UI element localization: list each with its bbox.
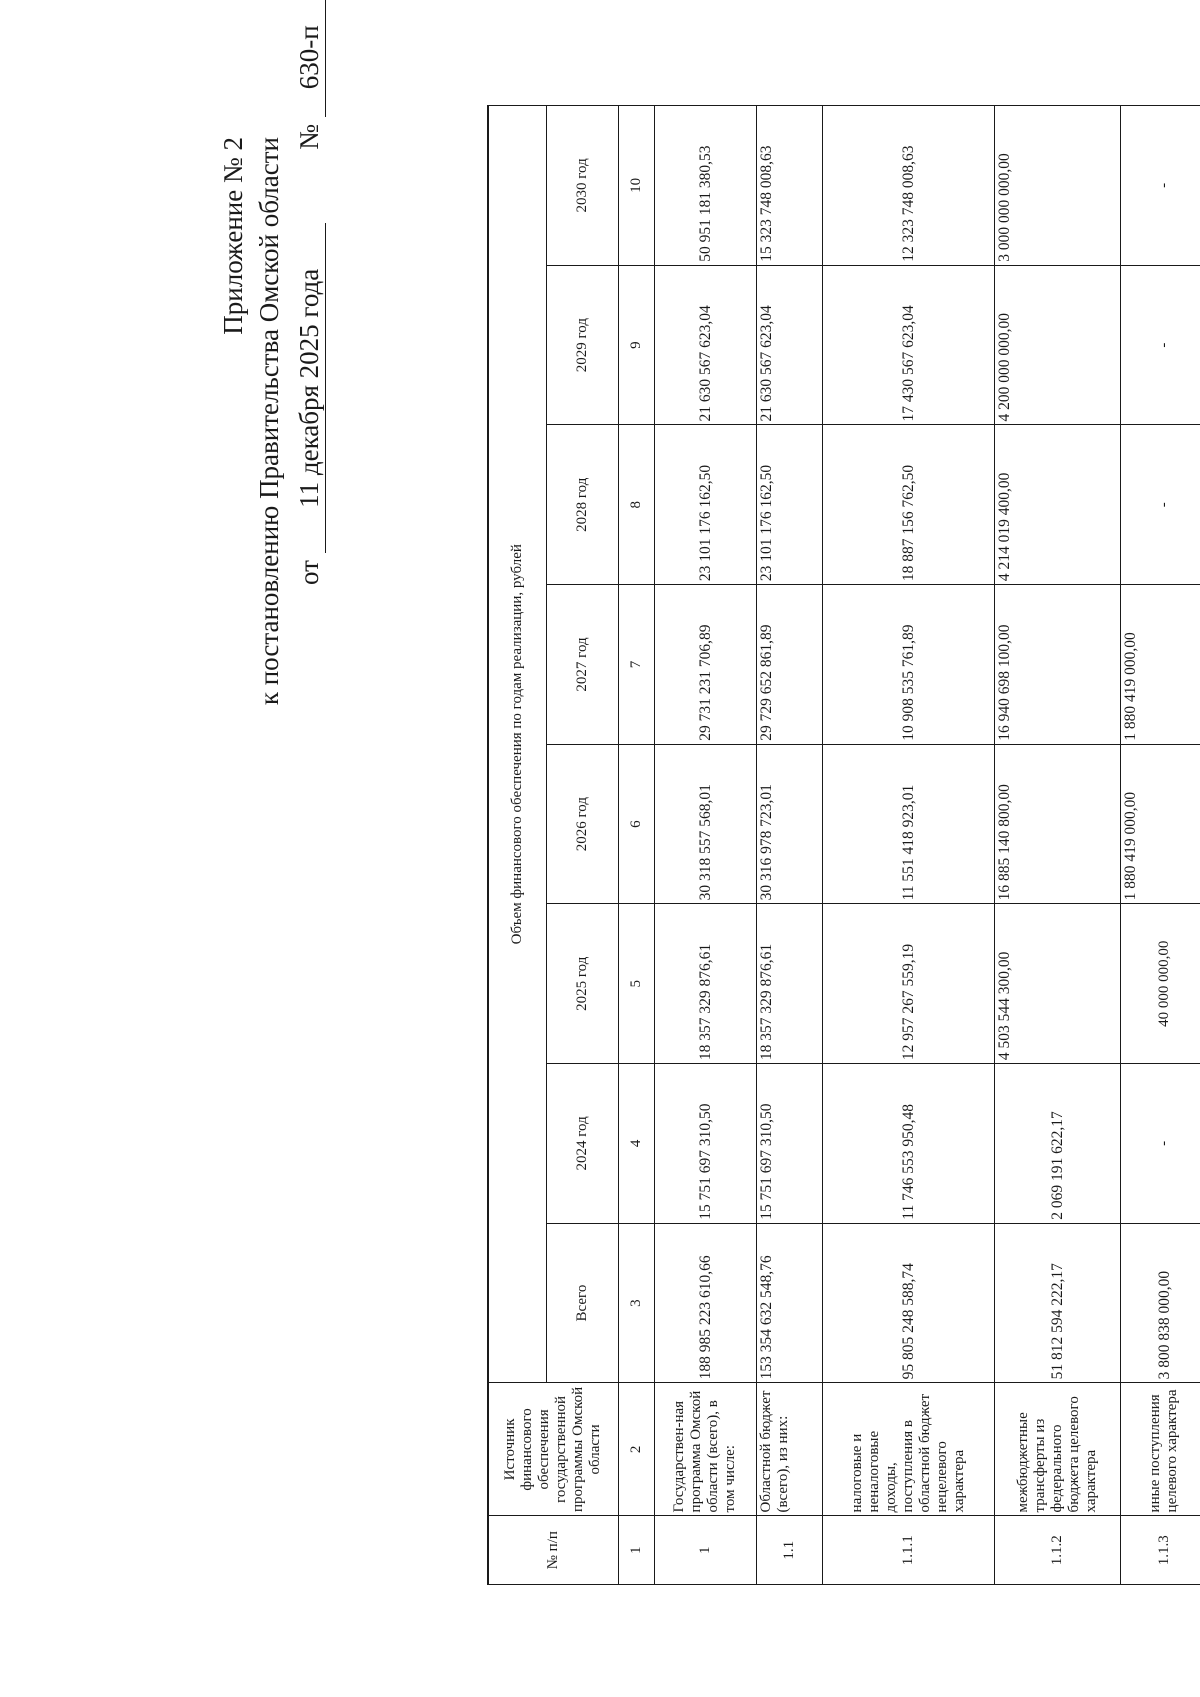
table-row (1120, 106, 1200, 1585)
row-value: 11 746 553 950,48 (822, 1064, 994, 1224)
index-cell: 9 (618, 265, 654, 425)
row-value: 16 940 698 100,00 (994, 585, 1120, 745)
row-value: 1 880 419 000,00 (1120, 585, 1200, 745)
header-year: 2025 год (546, 904, 618, 1064)
header-year: 2030 год (546, 106, 618, 266)
resolution-reference: к постановлению Правительства Омской области (254, 137, 284, 706)
row-value: 3 000 000 000,00 (994, 106, 1120, 266)
row-total: 95 805 248 588,74 (822, 1223, 994, 1383)
row-num: 1.1 (756, 1516, 822, 1585)
index-cell: 4 (618, 1064, 654, 1224)
row-value: 1 880 419 000,00 (1120, 744, 1200, 904)
row-value: 15 751 697 310,50 (756, 1064, 822, 1224)
header-year: 2026 год (546, 744, 618, 904)
resolution-date-number (294, 0, 326, 585)
row-value: 18 357 329 876,61 (654, 904, 756, 1064)
row-value: - (1120, 425, 1200, 585)
date-prefix: от (294, 560, 324, 585)
row-num: 1 (654, 1516, 756, 1585)
table-row (756, 106, 822, 1585)
row-value: 18 357 329 876,61 (756, 904, 822, 1064)
header-num: № п/п (488, 1516, 618, 1585)
header-year: 2024 год (546, 1064, 618, 1224)
resolution-date: 11 декабря 2025 года (294, 223, 326, 553)
financing-table (487, 105, 1200, 1585)
row-value: - (1120, 1064, 1200, 1224)
header-source: Источник финансового обеспечения государственной программы Омской области (488, 1383, 618, 1516)
row-source: межбюджетные трансферты из федерального бюджета целевого характера (994, 1383, 1120, 1516)
row-value: - (1120, 265, 1200, 425)
row-value: 4 214 019 400,00 (994, 425, 1120, 585)
row-value: - (1120, 106, 1200, 266)
table-row (822, 106, 994, 1585)
row-value: 15 323 748 008,63 (756, 106, 822, 266)
row-value: 12 957 267 559,19 (822, 904, 994, 1064)
table-row (994, 106, 1120, 1585)
row-value: 2 069 191 622,17 (994, 1064, 1120, 1224)
index-cell: 6 (618, 744, 654, 904)
row-source: Государствен-ная программа Омской области (всего), в том числе: (654, 1383, 756, 1516)
document-header (210, 25, 360, 1585)
row-value: 11 551 418 923,01 (822, 744, 994, 904)
row-total: 153 354 632 548,76 (756, 1223, 822, 1383)
row-value: 30 318 557 568,01 (654, 744, 756, 904)
row-value: 18 887 156 762,50 (822, 425, 994, 585)
header-total: Всего (546, 1223, 618, 1383)
index-cell: 2 (618, 1383, 654, 1516)
row-value: 29 729 652 861,89 (756, 585, 822, 745)
row-value: 23 101 176 162,50 (654, 425, 756, 585)
row-value: 30 316 978 723,01 (756, 744, 822, 904)
row-value: 15 751 697 310,50 (654, 1064, 756, 1224)
header-year: 2029 год (546, 265, 618, 425)
resolution-number: 630-п (294, 0, 326, 117)
index-cell: 10 (618, 106, 654, 266)
row-value: 21 630 567 623,04 (756, 265, 822, 425)
row-num: 1.1.3 (1120, 1516, 1200, 1585)
row-value: 21 630 567 623,04 (654, 265, 756, 425)
number-prefix: № (294, 124, 324, 150)
row-num: 1.1.2 (994, 1516, 1120, 1585)
row-value: 12 323 748 008,63 (822, 106, 994, 266)
row-value: 40 000 000,00 (1120, 904, 1200, 1064)
row-value: 4 503 544 300,00 (994, 904, 1120, 1064)
row-value: 4 200 000 000,00 (994, 265, 1120, 425)
row-num: 1.1.1 (822, 1516, 994, 1585)
header-year: 2028 год (546, 425, 618, 585)
index-cell: 8 (618, 425, 654, 585)
row-value: 17 430 567 623,04 (822, 265, 994, 425)
header-volume: Объем финансового обеспечения по годам реализации, рублей (488, 106, 546, 1383)
row-total: 188 985 223 610,66 (654, 1223, 756, 1383)
row-total: 51 812 594 222,17 (994, 1223, 1120, 1383)
row-value: 10 908 535 761,89 (822, 585, 994, 745)
index-cell: 5 (618, 904, 654, 1064)
row-value: 29 731 231 706,89 (654, 585, 756, 745)
row-source: иные поступления целевого характера (1120, 1383, 1200, 1516)
row-source: налоговые и неналоговые доходы, поступления в областной бюджет нецелевого характера (822, 1383, 994, 1516)
row-value: 50 951 181 380,53 (654, 106, 756, 266)
column-index-row (618, 106, 654, 1585)
index-cell: 3 (618, 1223, 654, 1383)
row-value: 16 885 140 800,00 (994, 744, 1120, 904)
index-cell: 7 (618, 585, 654, 745)
row-source: Областной бюджет (всего), из них: (756, 1383, 822, 1516)
table-row (654, 106, 756, 1585)
row-value: 23 101 176 162,50 (756, 425, 822, 585)
appendix-title: Приложение № 2 (218, 137, 248, 335)
header-year: 2027 год (546, 585, 618, 745)
index-cell: 1 (618, 1516, 654, 1585)
document-page (210, 25, 1200, 1585)
row-total: 3 800 838 000,00 (1120, 1223, 1200, 1383)
